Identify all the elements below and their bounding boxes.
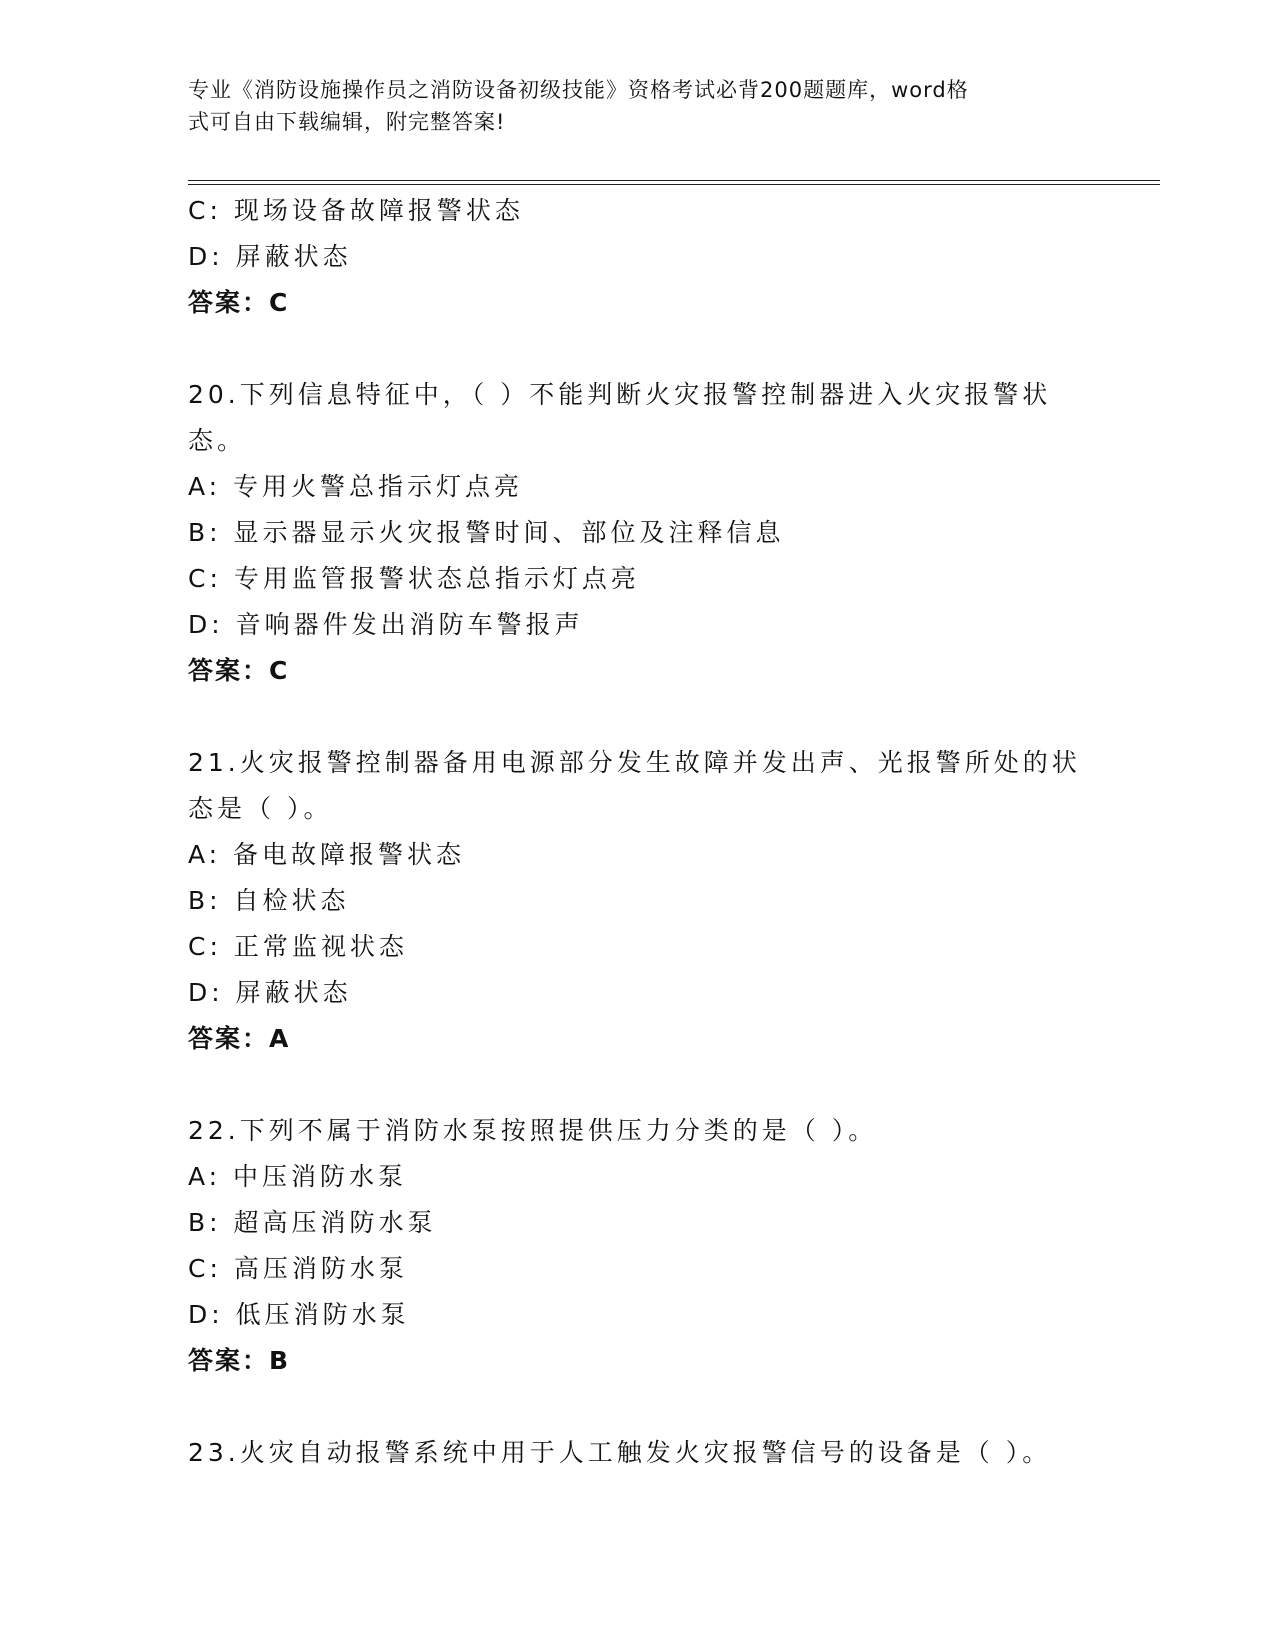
option-b: B: 显示器显示火灾报警时间、部位及注释信息: [188, 518, 785, 547]
question-stem-line-1: 20.下列信息特征中，（ ）不能判断火灾报警控制器进入火灾报警状: [188, 380, 1052, 409]
answer: 答案：C: [188, 656, 290, 685]
spacer: [188, 1062, 1088, 1108]
option-d: D: 低压消防水泵: [188, 1300, 410, 1329]
spacer: [188, 694, 1088, 740]
question-20: [188, 372, 1088, 694]
option-a: A: 专用火警总指示灯点亮: [188, 472, 524, 501]
option-d: D: 音响器件发出消防车警报声: [188, 610, 584, 639]
option-d: D: 屏蔽状态: [188, 242, 352, 271]
header-divider-bottom: [188, 184, 1160, 185]
option-c: C: 高压消防水泵: [188, 1254, 408, 1283]
option-a: A: 备电故障报警状态: [188, 840, 466, 869]
answer: 答案：C: [188, 288, 290, 317]
header-divider-top: [188, 180, 1160, 181]
question-22: [188, 1108, 1088, 1384]
option-b: B: 自检状态: [188, 886, 350, 915]
question-stem-line-1: 21.火灾报警控制器备用电源部分发生故障并发出声、光报警所处的状: [188, 748, 1081, 777]
option-c: C: 专用监管报警状态总指示灯点亮: [188, 564, 640, 593]
option-b: B: 超高压消防水泵: [188, 1208, 437, 1237]
answer: 答案：B: [188, 1346, 291, 1375]
spacer: [188, 1384, 1088, 1430]
header-line-1: 专业《消防设施操作员之消防设备初级技能》资格考试必背200题题库，word格: [188, 78, 969, 102]
document-header: [188, 74, 1088, 138]
question-stem-line-1: 23.火灾自动报警系统中用于人工触发火灾报警信号的设备是（ ）。: [188, 1438, 1052, 1467]
question-stem-line-2: 态是（ ）。: [188, 794, 333, 823]
question-21: [188, 740, 1088, 1062]
header-line-2: 式可自由下载编辑，附完整答案!: [188, 110, 506, 134]
question-stem-line-2: 态。: [188, 426, 247, 455]
option-d: D: 屏蔽状态: [188, 978, 352, 1007]
option-c: C: 现场设备故障报警状态: [188, 196, 524, 225]
question-stem-line-1: 22.下列不属于消防水泵按照提供压力分类的是（ ）。: [188, 1116, 878, 1145]
answer: 答案：A: [188, 1024, 291, 1053]
question-23: [188, 1430, 1088, 1476]
option-a: A: 中压消防水泵: [188, 1162, 408, 1191]
question-19: [188, 188, 1088, 326]
spacer: [188, 326, 1088, 372]
question-list: [188, 188, 1088, 1476]
option-c: C: 正常监视状态: [188, 932, 408, 961]
